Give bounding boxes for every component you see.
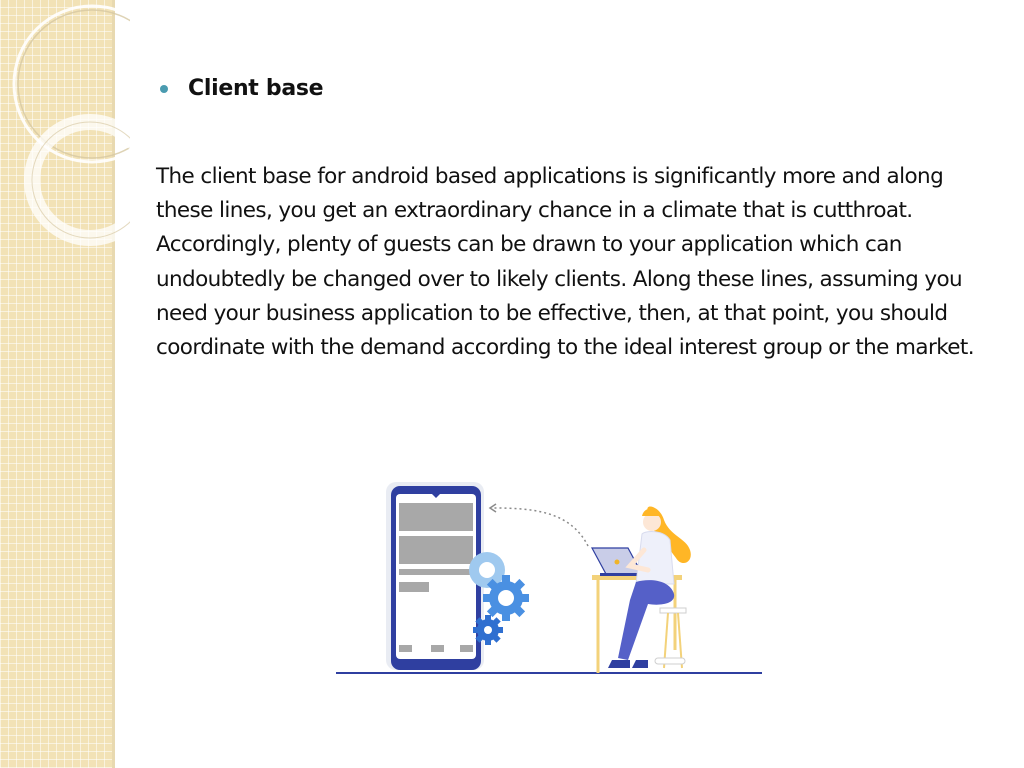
person-icon [608,506,691,668]
dotted-arrow [492,508,588,546]
stool-icon [655,608,686,668]
bullet-heading: Client base [188,76,324,101]
bullet-item [160,76,323,101]
mobile-app-illustration [330,470,770,680]
smartphone-icon [386,482,484,670]
body-paragraph: The client base for android based applications is significantly more and along these lines, you get an extraordinary chance in a climate that is cutthroat. Accordingly, plenty of guests can be drawn to your application which can undoubtedly be changed over to likely clients. Along these lines, assuming you need your business application to be effective, then, at that point, you should coordinate with the demand according to the ideal interest group or the market. [156,164,974,361]
bullet-dot-icon [160,85,168,93]
gear-icon [473,615,503,645]
decorative-rings [0,0,130,260]
gear-icon [483,575,529,621]
